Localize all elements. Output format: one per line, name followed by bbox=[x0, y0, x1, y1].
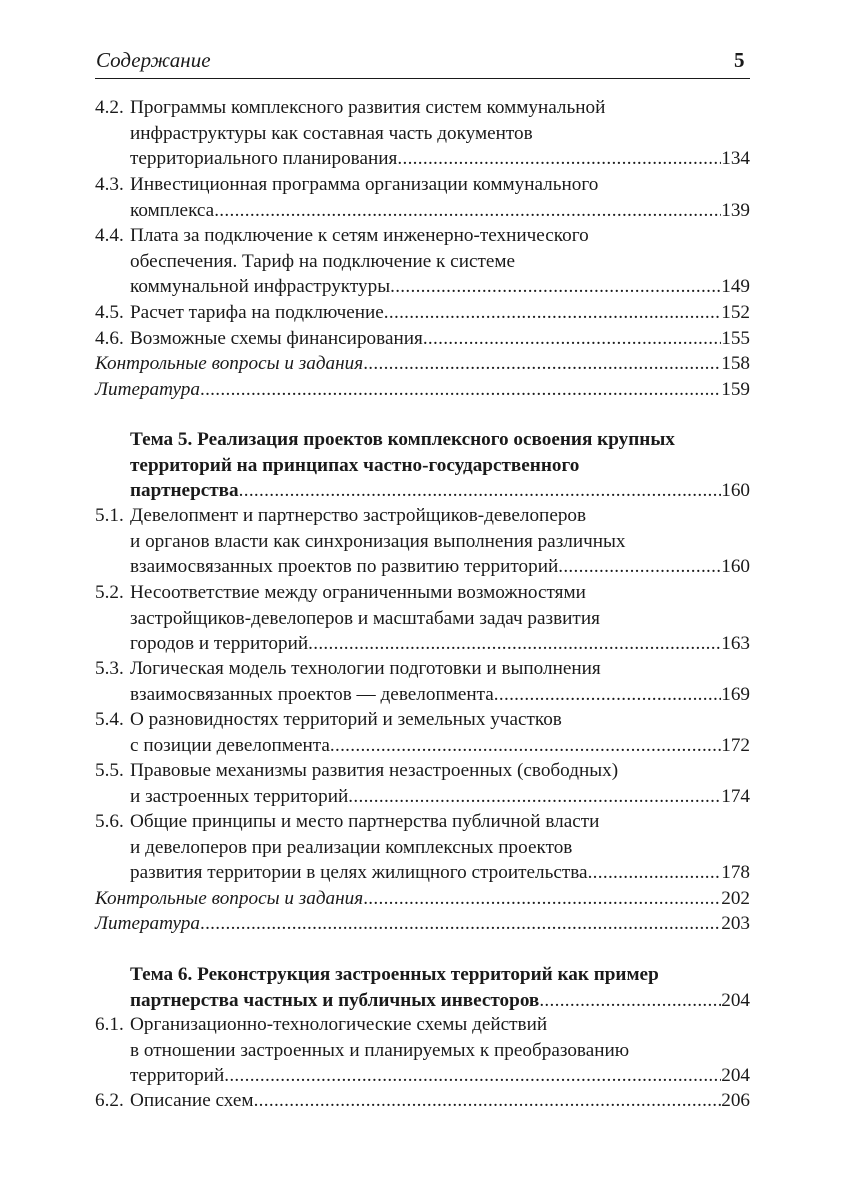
dot-leader bbox=[494, 682, 721, 708]
toc-entry-literature-5[interactable] bbox=[95, 911, 750, 937]
entry-title-line: Плата за подключение к сетям инженерно-технического bbox=[130, 225, 589, 246]
entry-page-number: 152 bbox=[721, 302, 750, 323]
dot-leader bbox=[200, 377, 721, 403]
entry-page-number: 155 bbox=[721, 328, 750, 349]
toc-entry-5-3[interactable] bbox=[95, 656, 750, 707]
entry-title-line: Логическая модель технологии подготовки и выполнения bbox=[130, 658, 601, 679]
entry-page-number: 158 bbox=[721, 353, 750, 374]
toc-entry-4-5[interactable] bbox=[95, 300, 750, 326]
toc-entry-4-2[interactable] bbox=[95, 95, 750, 172]
section-number: 5.6. bbox=[95, 811, 124, 832]
entry-title-line: Контрольные вопросы и задания bbox=[95, 353, 364, 374]
dot-leader bbox=[588, 860, 722, 886]
entry-title-line: в отношении застроенных и планируемых к преобразованию bbox=[130, 1039, 630, 1061]
dot-leader bbox=[224, 1063, 721, 1089]
entry-page-number: 149 bbox=[721, 276, 750, 297]
toc-theme-6[interactable] bbox=[95, 962, 750, 1013]
entry-title-line: взаимосвязанных проектов — девелопмента bbox=[130, 683, 494, 705]
entry-page-number: 169 bbox=[721, 683, 750, 705]
toc-entry-4-4[interactable] bbox=[95, 223, 750, 300]
dot-leader bbox=[254, 1088, 722, 1114]
entry-title-line: Описание схем bbox=[130, 1090, 254, 1111]
section-number: 5.5. bbox=[95, 760, 124, 781]
entry-title-line: и девелоперов при реализации комплексных проектов bbox=[130, 836, 573, 858]
section-number: 4.2. bbox=[95, 97, 124, 118]
entry-title-line: О разновидностях территорий и земельных участков bbox=[130, 709, 562, 730]
entry-page-number: 174 bbox=[721, 785, 750, 807]
entry-page-number: 204 bbox=[721, 1065, 750, 1086]
entry-title-line: городов и территорий bbox=[130, 633, 309, 654]
section-number: 4.4. bbox=[95, 225, 124, 246]
entry-title-line: Правовые механизмы развития незастроенных (свободных) bbox=[130, 760, 619, 781]
dot-leader bbox=[348, 784, 721, 810]
dot-leader bbox=[330, 733, 721, 759]
entry-page-number: 203 bbox=[721, 913, 750, 934]
entry-title-line: Девелопмент и партнерство застройщиков-девелоперов bbox=[130, 505, 587, 526]
entry-title-line: взаимосвязанных проектов по развитию территорий bbox=[130, 556, 559, 577]
entry-title-line: коммунальной инфраструктуры bbox=[130, 276, 391, 297]
toc-theme-5[interactable] bbox=[95, 427, 750, 504]
entry-title-line: территорий bbox=[130, 1065, 225, 1086]
entry-title-line: развития территории в целях жилищного строительства bbox=[130, 862, 588, 883]
entry-page-number: 139 bbox=[721, 199, 750, 221]
section-number: 6.1. bbox=[95, 1014, 124, 1035]
toc-entry-4-3[interactable] bbox=[95, 172, 750, 223]
toc-entry-5-5[interactable] bbox=[95, 758, 750, 809]
theme-title-line: территорий на принципах частно-государственного bbox=[130, 454, 580, 476]
entry-title-line: Литература bbox=[95, 379, 200, 400]
entry-title-line: обеспечения. Тариф на подключение к системе bbox=[130, 250, 516, 272]
dot-leader bbox=[214, 198, 721, 224]
theme-title-line: Тема 6. Реконструкция застроенных территорий как пример bbox=[130, 964, 659, 985]
entry-page-number: 160 bbox=[721, 556, 750, 577]
dot-leader bbox=[539, 988, 721, 1014]
entry-title-line: Возможные схемы финансирования bbox=[130, 328, 423, 349]
dot-leader bbox=[558, 554, 721, 580]
entry-title-line: комплекса bbox=[130, 199, 215, 221]
entry-title-line: Общие принципы и место партнерства публичной власти bbox=[130, 811, 600, 832]
entry-page-number: 163 bbox=[721, 633, 750, 654]
section-number: 5.4. bbox=[95, 709, 124, 730]
entry-page-number: 159 bbox=[721, 379, 750, 400]
entry-page-number: 178 bbox=[721, 862, 750, 883]
entry-title-line: Несоответствие между ограниченными возможностями bbox=[130, 582, 586, 603]
section-number: 5.2. bbox=[95, 582, 124, 603]
entry-title-line: Расчет тарифа на подключение bbox=[130, 302, 384, 323]
entry-title-line: инфраструктуры как составная часть документов bbox=[130, 122, 533, 144]
theme-title-line: Тема 5. Реализация проектов комплексного освоения крупных bbox=[130, 429, 675, 450]
entry-title-line: Литература bbox=[95, 913, 200, 934]
entry-title-line: Контрольные вопросы и задания bbox=[95, 888, 364, 909]
theme-title-line: партнерства частных и публичных инвесторов bbox=[130, 989, 540, 1011]
entry-title-line: и застроенных территорий bbox=[130, 785, 349, 807]
page-number: 5 bbox=[734, 48, 745, 72]
toc-entry-6-1[interactable] bbox=[95, 1012, 750, 1089]
section-number: 4.3. bbox=[95, 174, 124, 195]
theme-title-line: партнерства bbox=[130, 480, 239, 501]
dot-leader bbox=[390, 274, 721, 300]
toc-entry-5-1[interactable] bbox=[95, 503, 750, 580]
dot-leader bbox=[363, 886, 721, 912]
section-number: 5.1. bbox=[95, 505, 124, 526]
entry-page-number: 134 bbox=[721, 148, 750, 169]
section-number: 4.6. bbox=[95, 328, 124, 349]
section-number: 5.3. bbox=[95, 658, 124, 679]
dot-leader bbox=[384, 300, 721, 326]
dot-leader bbox=[308, 631, 721, 657]
toc-entry-review-questions-5[interactable] bbox=[95, 886, 750, 912]
dot-leader bbox=[363, 351, 721, 377]
entry-title-line: Организационно-технологические схемы действий bbox=[130, 1014, 548, 1035]
dot-leader bbox=[397, 146, 721, 172]
entry-page-number: 204 bbox=[721, 989, 750, 1011]
entry-title-line: и органов власти как синхронизация выполнения различных bbox=[130, 530, 626, 552]
header-rule bbox=[95, 78, 750, 79]
dot-leader bbox=[200, 911, 721, 937]
entry-page-number: 160 bbox=[721, 480, 750, 501]
entry-title-line: Программы комплексного развития систем коммунальной bbox=[130, 97, 606, 118]
toc-entry-review-questions-4[interactable] bbox=[95, 351, 750, 377]
toc-entry-5-6[interactable] bbox=[95, 809, 750, 886]
running-header-title: Содержание bbox=[96, 48, 211, 72]
toc-entry-5-2[interactable] bbox=[95, 580, 750, 657]
toc-entry-literature-4[interactable] bbox=[95, 377, 750, 403]
toc-entry-5-4[interactable] bbox=[95, 707, 750, 758]
dot-leader bbox=[239, 478, 722, 504]
entry-page-number: 206 bbox=[721, 1090, 750, 1111]
dot-leader bbox=[423, 326, 721, 352]
entry-title-line: Инвестиционная программа организации коммунального bbox=[130, 174, 599, 195]
toc-entry-4-6[interactable] bbox=[95, 326, 750, 352]
section-number: 4.5. bbox=[95, 302, 124, 323]
entry-title-line: с позиции девелопмента bbox=[130, 734, 330, 756]
section-number: 6.2. bbox=[95, 1090, 124, 1111]
entry-page-number: 172 bbox=[721, 734, 750, 756]
entry-page-number: 202 bbox=[721, 888, 750, 909]
entry-title-line: территориального планирования bbox=[130, 148, 398, 169]
entry-title-line: застройщиков-девелоперов и масштабами задач развития bbox=[130, 607, 600, 629]
toc-entry-6-2[interactable] bbox=[95, 1088, 750, 1114]
